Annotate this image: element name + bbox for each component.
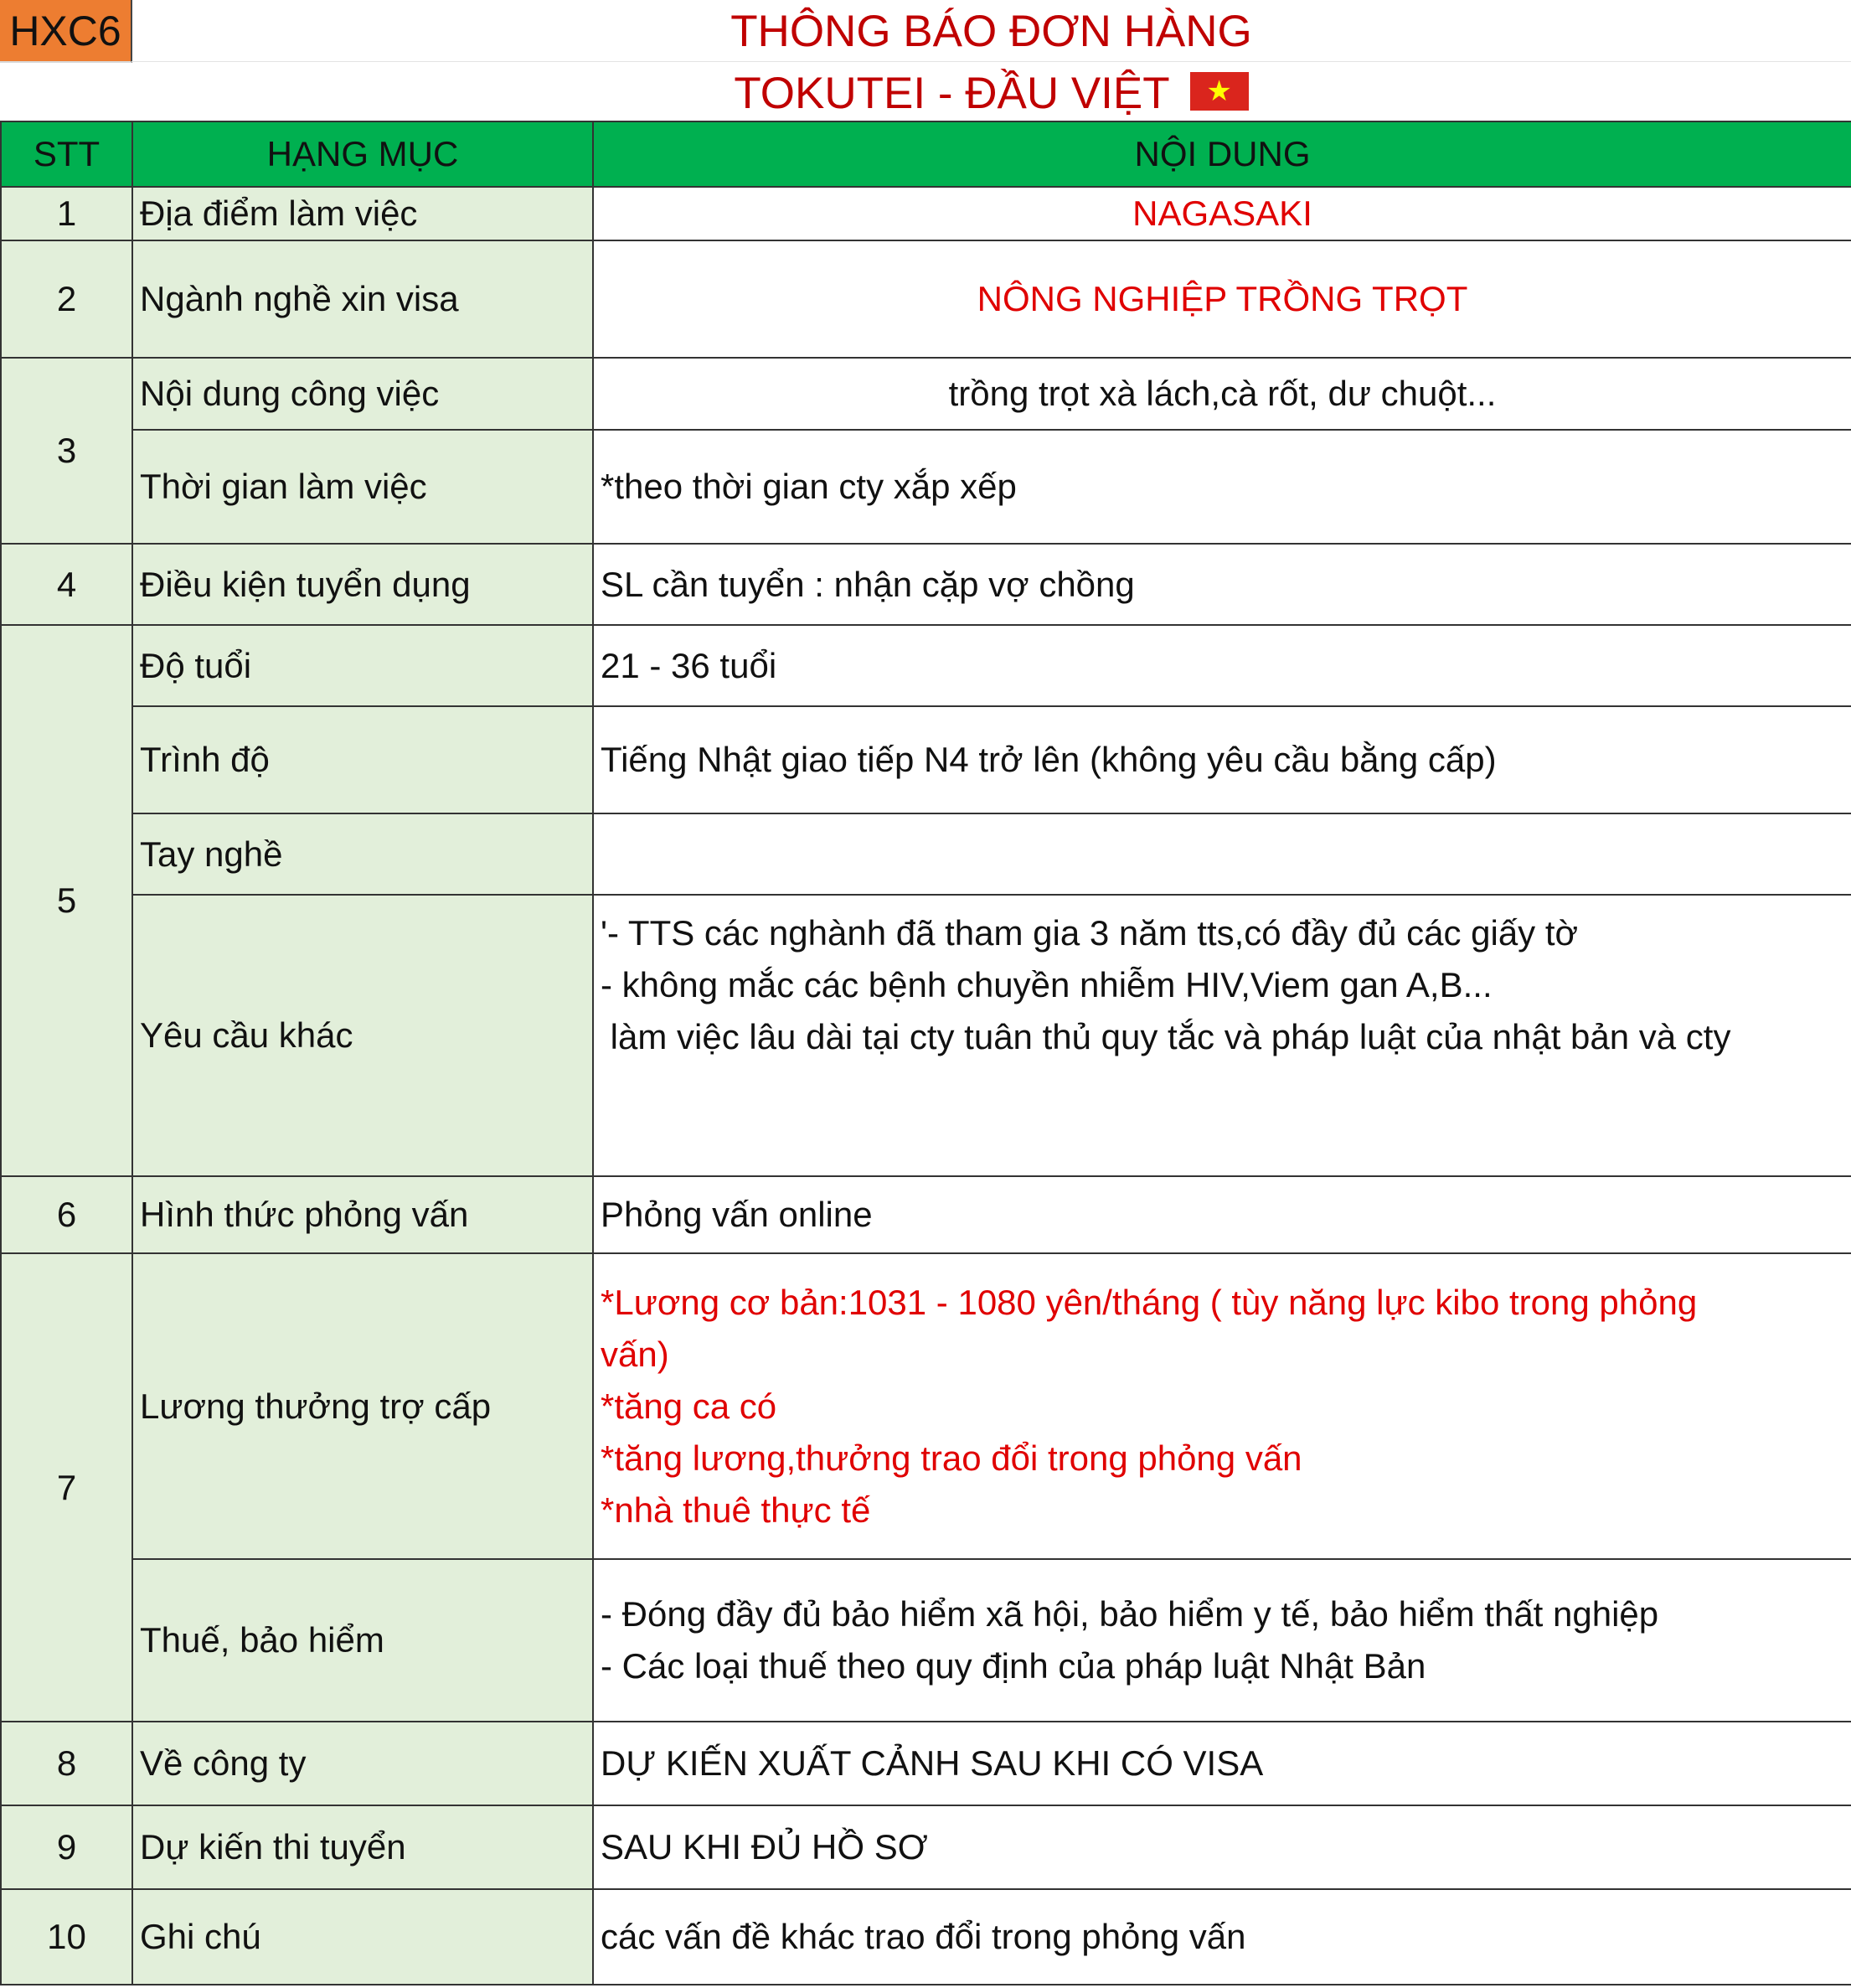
- row-category: Ghi chú: [132, 1889, 593, 1985]
- table-row: [1, 1559, 1851, 1722]
- skill-value: [593, 813, 1851, 895]
- language-level-value: Tiếng Nhật giao tiếp N4 trở lên (không yêu cầu bằng cấp): [593, 706, 1851, 813]
- row-category: Về công ty: [132, 1722, 593, 1805]
- title-line-2: [131, 62, 1851, 121]
- table-row: [1, 358, 1851, 430]
- job-details-table: [0, 121, 1851, 1985]
- row-number: 5: [1, 625, 132, 1176]
- salary-line: *tăng ca có: [601, 1386, 777, 1426]
- title-line-1: [131, 0, 1851, 62]
- row-category: Thuế, bảo hiểm: [132, 1559, 593, 1722]
- row-number: 9: [1, 1805, 132, 1889]
- recruitment-condition-value: SL cần tuyển : nhận cặp vợ chồng: [593, 544, 1851, 625]
- job-content-value: trồng trọt xà lách,cà rốt, dư chuột...: [593, 358, 1851, 430]
- table-row: [1, 625, 1851, 706]
- visa-industry-value: NÔNG NGHIỆP TRỒNG TRỌT: [593, 240, 1851, 358]
- other-requirements-value: [593, 895, 1851, 1176]
- requirement-line: làm việc lâu dài tại cty tuân thủ quy tắc và pháp luật của nhật bản và cty: [601, 1017, 1731, 1056]
- row-category: Địa điểm làm việc: [132, 187, 593, 240]
- row-category: Trình độ: [132, 706, 593, 813]
- table-row: [1, 1176, 1851, 1253]
- working-time-value: *theo thời gian cty xắp xếp: [593, 430, 1851, 544]
- requirement-line: '- TTS các nghành đã tham gia 3 năm tts,có đầy đủ các giấy tờ: [601, 913, 1579, 953]
- table-row: [1, 1805, 1851, 1889]
- title-main: THÔNG BÁO ĐƠN HÀNG: [730, 7, 1252, 56]
- table-row: [1, 187, 1851, 240]
- table-row: [1, 1722, 1851, 1805]
- row-category: Thời gian làm việc: [132, 430, 593, 544]
- title-sub: TOKUTEI - ĐẦU VIỆT: [734, 69, 1170, 118]
- row-number: 3: [1, 358, 132, 544]
- row-number: 1: [1, 187, 132, 240]
- work-location-value: NAGASAKI: [593, 187, 1851, 240]
- table-row: [1, 706, 1851, 813]
- interview-format-value: Phỏng vấn online: [593, 1176, 1851, 1253]
- row-number: 8: [1, 1722, 132, 1805]
- table-header-row: [1, 121, 1851, 187]
- order-code-badge: HXC6: [0, 0, 132, 63]
- salary-line: *Lương cơ bản:1031 - 1080 yên/tháng ( tùy năng lực kibo trong phỏng: [601, 1282, 1698, 1322]
- header-content: NỘI DUNG: [593, 121, 1851, 187]
- header-category: HẠNG MỤC: [132, 121, 593, 187]
- row-category: Điều kiện tuyển dụng: [132, 544, 593, 625]
- salary-line: *tăng lương,thưởng trao đổi trong phỏng vấn: [601, 1438, 1302, 1478]
- age-value: 21 - 36 tuổi: [593, 625, 1851, 706]
- row-category: Dự kiến thi tuyển: [132, 1805, 593, 1889]
- requirement-line: - không mắc các bệnh chuyền nhiễm HIV,Viem gan A,B...: [601, 965, 1493, 1004]
- insurance-line: - Các loại thuế theo quy định của pháp luật Nhật Bản: [601, 1646, 1426, 1686]
- company-value: DỰ KIẾN XUẤT CẢNH SAU KHI CÓ VISA: [593, 1722, 1851, 1805]
- table-row: [1, 1889, 1851, 1985]
- row-number: 7: [1, 1253, 132, 1722]
- table-row: [1, 1253, 1851, 1559]
- salary-line: *nhà thuê thực tế: [601, 1490, 871, 1530]
- table-row: [1, 430, 1851, 544]
- row-number: 6: [1, 1176, 132, 1253]
- notes-value: các vấn đề khác trao đổi trong phỏng vấn: [593, 1889, 1851, 1985]
- table-row: [1, 813, 1851, 895]
- row-number: 10: [1, 1889, 132, 1985]
- row-category: Tay nghề: [132, 813, 593, 895]
- row-category: Yêu cầu khác: [132, 895, 593, 1176]
- row-number: 2: [1, 240, 132, 358]
- row-number: 4: [1, 544, 132, 625]
- row-category: Độ tuổi: [132, 625, 593, 706]
- tax-insurance-value: [593, 1559, 1851, 1722]
- exam-schedule-value: SAU KHI ĐỦ HỒ SƠ: [593, 1805, 1851, 1889]
- vietnam-flag-icon: ★: [1190, 72, 1249, 111]
- insurance-line: - Đóng đầy đủ bảo hiểm xã hội, bảo hiểm y tế, bảo hiểm thất nghiệp: [601, 1594, 1659, 1634]
- header-stt: STT: [1, 121, 132, 187]
- row-category: Lương thưởng trợ cấp: [132, 1253, 593, 1559]
- salary-line: vấn): [601, 1334, 669, 1374]
- table-row: [1, 895, 1851, 1176]
- row-category: Ngành nghề xin visa: [132, 240, 593, 358]
- table-row: [1, 544, 1851, 625]
- salary-benefits-value: [593, 1253, 1851, 1559]
- row-category: Nội dung công việc: [132, 358, 593, 430]
- table-row: [1, 240, 1851, 358]
- row-category: Hình thức phỏng vấn: [132, 1176, 593, 1253]
